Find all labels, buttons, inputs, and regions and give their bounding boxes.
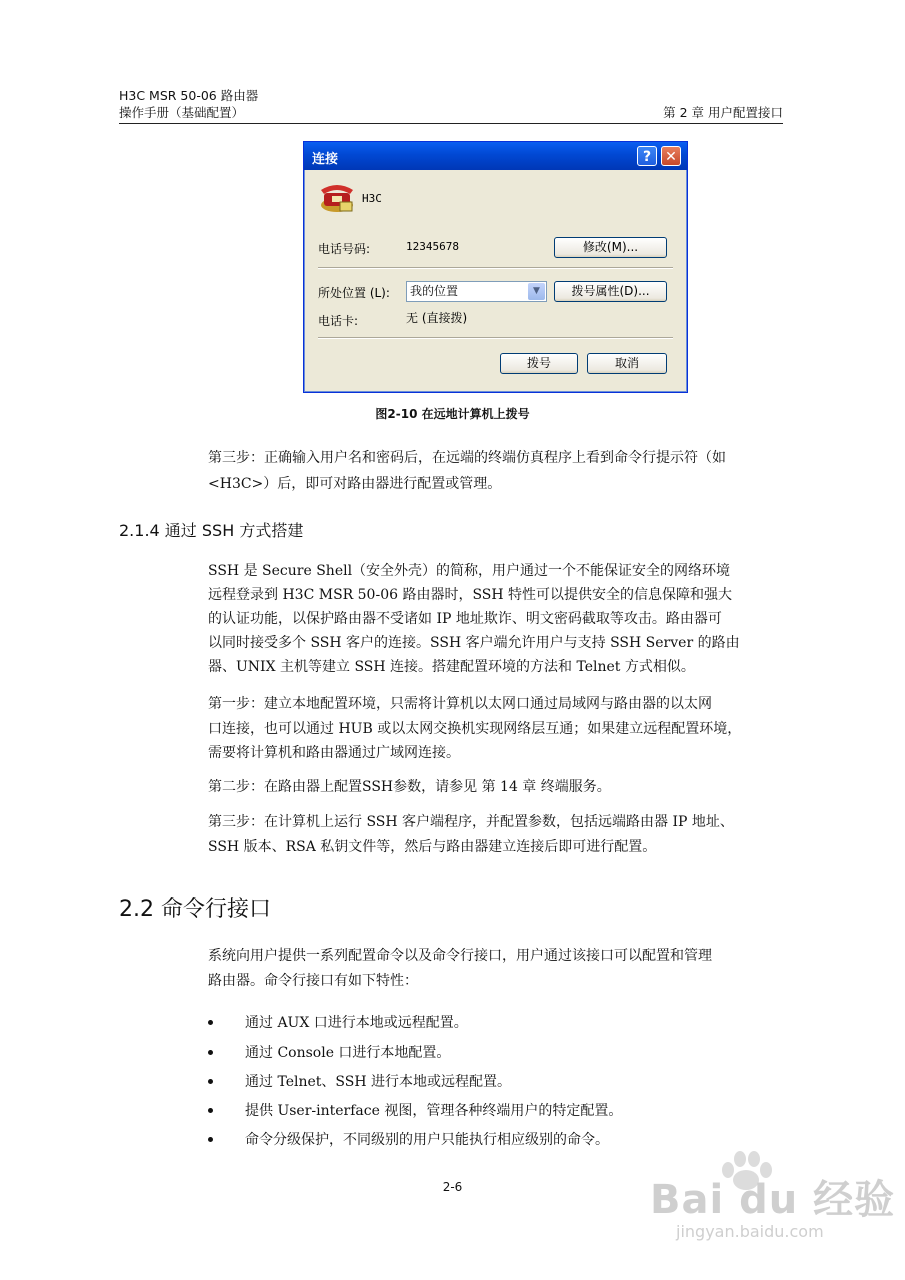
- page-number: 2-6: [442, 1180, 463, 1194]
- header-rule: [119, 123, 783, 124]
- bullet-icon: [208, 1137, 213, 1142]
- modify-button[interactable]: 修改(M)...: [554, 237, 667, 258]
- dialog-titlebar: [304, 142, 687, 170]
- bullet-icon: [208, 1108, 213, 1113]
- connect-dialog: [303, 141, 688, 393]
- header-product: H3C MSR 50-06 路由器: [119, 88, 259, 103]
- paragraph-line: 系统向用户提供一系列配置命令以及命令行接口，用户通过该接口可以配置和管理: [208, 948, 712, 964]
- header-manual: 操作手册（基础配置）: [119, 105, 245, 120]
- paragraph-line: 以同时接受多个 SSH 客户的连接。SSH 客户端允许用户与支持 SSH Server 的路由: [208, 635, 740, 651]
- list-item: 通过 Console 口进行本地配置。: [245, 1045, 451, 1061]
- card-label: 电话卡:: [318, 314, 359, 328]
- close-button[interactable]: ✕: [661, 146, 681, 166]
- location-value: 我的位置: [410, 284, 459, 298]
- list-item: 提供 User-interface 视图，管理各种终端用户的特定配置。: [245, 1103, 623, 1119]
- location-label: 所处位置 (L):: [318, 286, 390, 300]
- help-button[interactable]: ?: [637, 146, 657, 166]
- paragraph-line: SSH 是 Secure Shell（安全外壳）的简称，用户通过一个不能保证安全的网络环境: [208, 563, 731, 579]
- dial-button[interactable]: 拨号: [500, 353, 578, 374]
- figure-caption: 图2-10 在远地计算机上拨号: [375, 407, 530, 421]
- phone-value: 12345678: [406, 240, 459, 253]
- card-value: 无 (直接拨): [406, 311, 468, 325]
- chapter-section-heading: 2.2 命令行接口: [119, 897, 271, 922]
- location-select[interactable]: [406, 281, 547, 302]
- header-chapter: 第 2 章 用户配置接口: [663, 105, 783, 120]
- list-item: 通过 Telnet、SSH 进行本地或远程配置。: [245, 1074, 511, 1090]
- paragraph-line: 路由器。命令行接口有如下特性：: [208, 973, 418, 989]
- bullet-icon: [208, 1020, 213, 1025]
- chevron-down-icon[interactable]: ▼: [528, 283, 545, 300]
- paragraph-line: 器、UNIX 主机等建立 SSH 连接。搭建配置环境的方法和 Telnet 方式相似。: [208, 659, 695, 675]
- paragraph-line: 远程登录到 H3C MSR 50-06 路由器时，SSH 特性可以提供安全的信息保障和强大: [208, 587, 733, 603]
- dialog-separator: [318, 337, 673, 339]
- dialog-title: 连接: [312, 152, 339, 167]
- watermark-brand: Bai du 经验: [650, 1177, 896, 1223]
- paragraph-line: 需要将计算机和路由器通过广域网连接。: [208, 745, 460, 761]
- paragraph-line: 第二步：在路由器上配置SSH参数，请参见 第 14 章 终端服务。: [208, 779, 611, 795]
- bullet-icon: [208, 1079, 213, 1084]
- paragraph-line: SSH 版本、RSA 私钥文件等，然后与路由器建立连接后即可进行配置。: [208, 839, 657, 855]
- connection-name: H3C: [362, 192, 382, 205]
- dial-properties-button[interactable]: 拨号属性(D)...: [554, 281, 667, 302]
- step3-intro-line: 第三步：正确输入用户名和密码后，在远端的终端仿真程序上看到命令行提示符（如: [208, 450, 726, 466]
- paragraph-line: 的认证功能，以保护路由器不受诸如 IP 地址欺诈、明文密码截取等攻击。路由器可: [208, 611, 722, 627]
- list-item: 通过 AUX 口进行本地或远程配置。: [245, 1015, 468, 1031]
- section-heading: 2.1.4 通过 SSH 方式搭建: [119, 521, 304, 540]
- phone-label: 电话号码:: [318, 242, 371, 256]
- paragraph-line: 口连接，也可以通过 HUB 或以太网交换机实现网络层互通；如果建立远程配置环境，: [208, 721, 742, 737]
- list-item: 命令分级保护，不同级别的用户只能执行相应级别的命令。: [245, 1132, 609, 1148]
- step3-intro-line: <H3C>）后，即可对路由器进行配置或管理。: [208, 476, 502, 492]
- dialog-separator: [318, 267, 673, 269]
- paragraph-line: 第一步：建立本地配置环境，只需将计算机以太网口通过局域网与路由器的以太网: [208, 696, 712, 712]
- paragraph-line: 第三步：在计算机上运行 SSH 客户端程序，并配置参数，包括远端路由器 IP 地址、: [208, 814, 734, 830]
- telephone-icon: [318, 180, 356, 214]
- bullet-icon: [208, 1050, 213, 1055]
- watermark-url: jingyan.baidu.com: [676, 1222, 824, 1241]
- cancel-button[interactable]: 取消: [587, 353, 667, 374]
